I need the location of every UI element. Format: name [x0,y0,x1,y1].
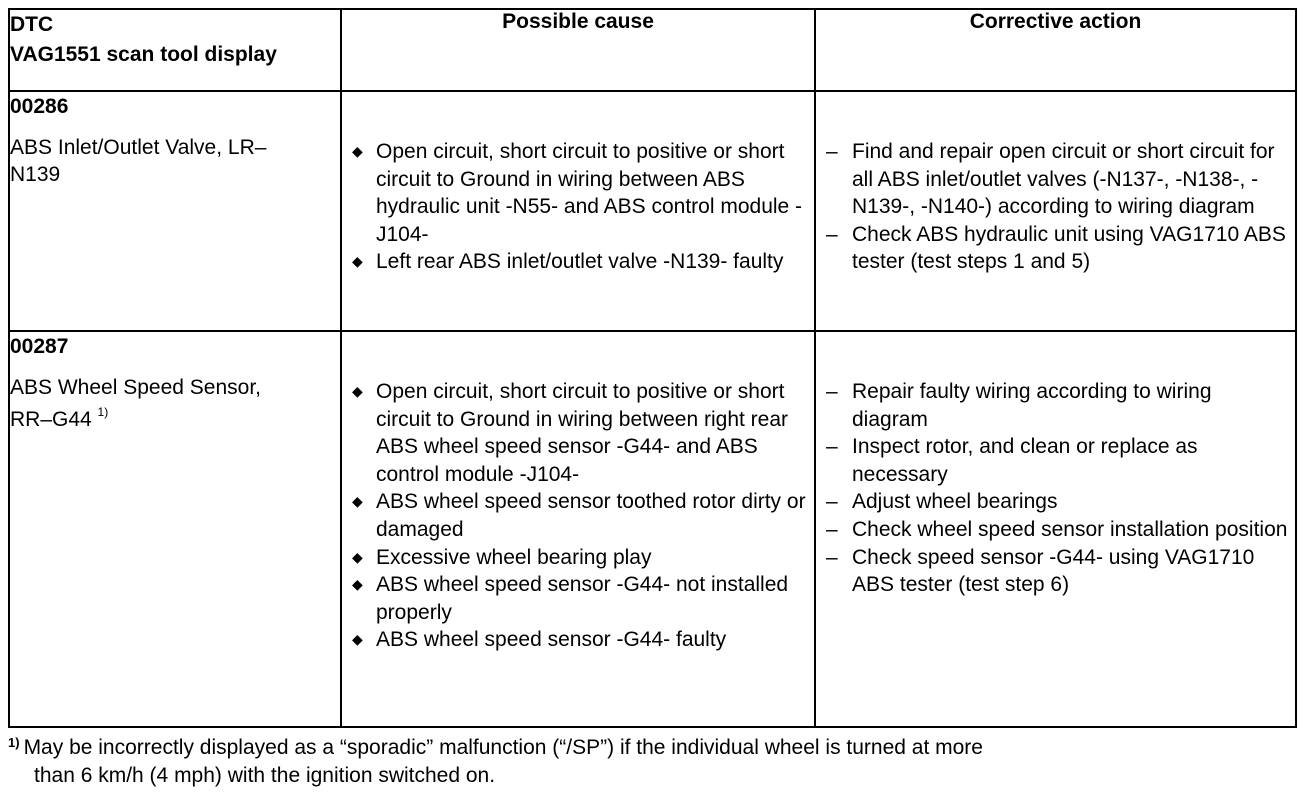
dtc-code: 00286 [10,95,69,118]
dash-bullet-icon: – [826,140,838,163]
action-text: Check wheel speed sensor installation position [852,517,1288,541]
cause-text: Open circuit, short circuit to positive or short circuit to Ground in wiring between right rear ABS wheel speed sensor -G44- and ABS control module -J104- [376,380,789,486]
action-item [824,433,1289,488]
dash-bullet-icon: – [826,517,838,541]
diamond-bullet-icon: ◆ [352,493,363,510]
corrective-action-cell [815,331,1296,727]
action-text: Check speed sensor -G44- using VAG1710 ABS tester (test step 6) [852,545,1255,597]
dash-bullet-icon: – [826,490,838,514]
header-possible-cause: Possible cause [341,9,815,91]
action-item [824,516,1289,544]
dtc-name-line: RR–G44 [10,408,92,431]
footnote [8,735,1298,789]
cause-list [342,92,814,284]
action-item [824,221,1289,276]
action-item [824,488,1289,516]
corrective-action-cell [815,91,1296,331]
diamond-bullet-icon: ◆ [352,631,363,648]
possible-cause-cell [341,91,815,331]
header-corrective-action: Corrective action [815,9,1296,91]
cause-item [348,626,808,654]
footnote-mark: 1) [8,735,20,750]
dtc-name-line: ABS Inlet/Outlet Valve, LR– [10,136,267,159]
action-text: Inspect rotor, and clean or replace as necessary [852,435,1198,486]
cause-text: Excessive wheel bearing play [376,545,652,569]
table-header-row [9,9,1296,91]
cause-item [348,248,808,276]
cause-text: Left rear ABS inlet/outlet valve -N139- faulty [376,250,784,274]
cause-item [348,378,808,488]
dtc-name [10,374,340,433]
dash-bullet-icon: – [826,222,838,246]
dash-bullet-icon: – [826,435,838,459]
diamond-bullet-icon: ◆ [352,143,363,159]
cause-text: ABS wheel speed sensor -G44- not installed properly [376,573,789,624]
header-dtc [9,9,341,91]
diamond-bullet-icon: ◆ [352,383,363,399]
dtc-name-line: ABS Wheel Speed Sensor, [10,376,261,399]
cause-text: ABS wheel speed sensor -G44- faulty [376,628,727,652]
footnote-line1: May be incorrectly displayed as a “sporadic” malfunction (“/SP”) if the individual wheel is turned at more [23,736,983,759]
dash-bullet-icon: – [826,380,838,403]
action-text: Repair faulty wiring according to wiring diagram [852,380,1212,431]
cause-text: ABS wheel speed sensor toothed rotor dirty or damaged [376,490,806,541]
dtc-cell [9,331,341,727]
diamond-bullet-icon: ◆ [352,548,363,565]
cause-text: Open circuit, short circuit to positive or short circuit to Ground in wiring between ABS hydraulic unit -N55- and ABS control module -J104- [376,140,803,246]
table-row [9,331,1296,727]
action-item [824,138,1289,221]
dtc-table [8,8,1297,728]
header-dtc-line1: DTC [10,13,54,36]
dtc-code: 00287 [10,335,69,358]
footnote-ref: 1) [97,405,109,419]
cause-item [348,571,808,626]
cause-list [342,332,814,662]
dtc-name [10,134,340,188]
dash-bullet-icon: – [826,545,838,569]
action-item [824,544,1289,599]
action-text: Find and repair open circuit or short circuit for all ABS inlet/outlet valves (-N137-, -N138-, -N139-, -N140-) according to wiring diagram [852,140,1275,219]
table-row [9,91,1296,331]
action-text: Check ABS hydraulic unit using VAG1710 ABS tester (test steps 1 and 5) [852,222,1286,274]
action-item [824,378,1289,433]
possible-cause-cell [341,331,815,727]
dtc-cell [9,91,341,331]
footnote-line2: than 6 km/h (4 mph) with the ignition switched on. [34,764,496,787]
cause-item [348,488,808,543]
action-list [816,332,1295,607]
header-dtc-line2: VAG1551 scan tool display [10,43,277,66]
cause-item [348,138,808,248]
diamond-bullet-icon: ◆ [352,253,363,270]
dtc-name-line: N139 [10,163,61,186]
action-text: Adjust wheel bearings [852,490,1058,514]
diamond-bullet-icon: ◆ [352,576,363,593]
action-list [816,92,1295,284]
cause-item [348,544,808,572]
